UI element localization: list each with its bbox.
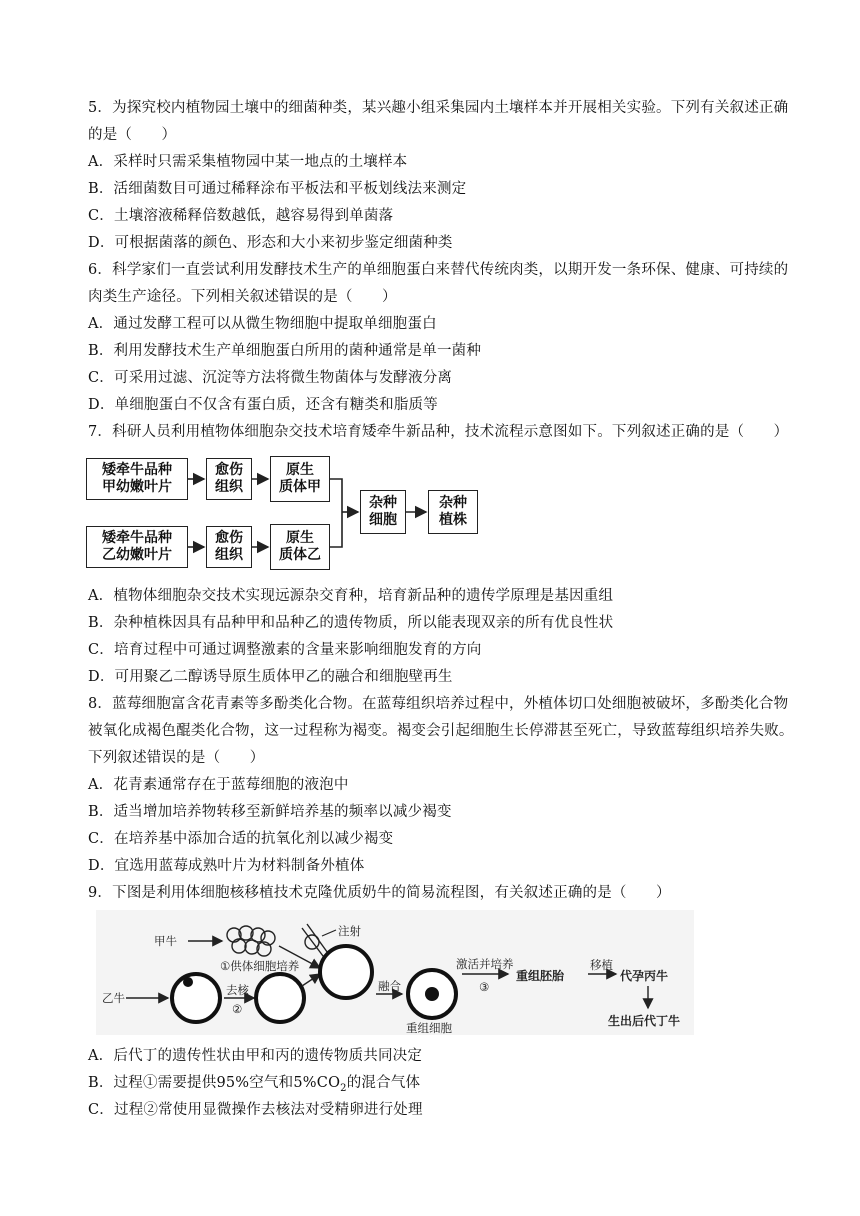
label-fuse: 融合 [378, 979, 401, 993]
q7-option-d: D．可用聚乙二醇诱导原生质体甲乙的融合和细胞壁再生 [88, 669, 453, 685]
q5-stem-line1: 5．为探究校内植物园土壤中的细菌种类，某兴趣小组采集园内土壤样本并开展相关实验。下列有关叙述正确 [88, 100, 789, 116]
q7-box-callus-a: 愈伤 组织 [206, 458, 252, 500]
label-step3: ③ [479, 980, 490, 994]
q6-option-a: A．通过发酵工程可以从微生物细胞中提取单细胞蛋白 [88, 316, 437, 332]
label-step2: ② [232, 1002, 243, 1016]
q6-stem-line2: 肉类生产途径。下列相关叙述错误的是（ ） [88, 289, 397, 305]
q5-stem-line2: 的是（ ） [88, 127, 177, 143]
donor-cell-cluster [227, 926, 275, 956]
q7-box-callus-b: 愈伤 组织 [206, 526, 252, 568]
q7-box-leaf-b: 矮牵牛品种 乙幼嫩叶片 [86, 526, 188, 568]
q8-option-c: C．在培养基中添加合适的抗氧化剂以减少褐变 [88, 831, 394, 847]
q8-stem-line1: 8．蓝莓细胞富含花青素等多酚类化合物。在蓝莓组织培养过程中，外植体切口处细胞被破坏，多酚类化合物 [88, 696, 789, 712]
label-surrogate: 代孕丙牛 [620, 969, 669, 983]
label-offspring: 生出后代丁牛 [608, 1014, 681, 1028]
q8-option-d: D．宜选用蓝莓成熟叶片为材料制备外植体 [88, 858, 365, 874]
q6-option-b: B．利用发酵技术生产单细胞蛋白所用的菌种通常是单一菌种 [88, 343, 482, 359]
q7-box-leaf-a: 矮牵牛品种 甲幼嫩叶片 [86, 458, 188, 500]
q7-stem-line1: 7．科研人员利用植物体细胞杂交技术培育矮牵牛新品种，技术流程示意图如下。下列叙述正确的是（ ） [88, 424, 789, 440]
q5-option-b: B．活细菌数目可通过稀释涂布平板法和平板划线法来测定 [88, 181, 467, 197]
q7-box-hybrid-plant: 杂种 植株 [428, 490, 478, 534]
label-recon-cell: 重组细胞 [406, 1021, 452, 1035]
q8-stem-line2: 被氧化成褐色醌类化合物，这一过程称为褐变。褐变会引起细胞生长停滞甚至死亡，导致蓝莓组织培养失败。 [88, 723, 794, 739]
q7-option-b: B．杂种植株因具有品种甲和品种乙的遗传物质，所以能表现双亲的所有优良性状 [88, 615, 614, 631]
co2-subscript: 2 [340, 1082, 347, 1094]
label-step1: ①供体细胞培养 [220, 959, 300, 973]
label-cow-b: 乙牛 [102, 991, 125, 1005]
q7-box-protoplast-a: 原生 质体甲 [270, 456, 330, 502]
q6-option-d: D．单细胞蛋白不仅含有蛋白质，还含有糖类和脂质等 [88, 397, 438, 413]
q9-option-b [88, 1073, 420, 1099]
q5-option-a: A．采样时只需采集植物园中某一地点的土壤样本 [88, 154, 408, 170]
label-recon-embryo: 重组胚胎 [516, 969, 565, 983]
q9-cloning-diagram [96, 910, 694, 1035]
q8-option-a: A．花青素通常存在于蓝莓细胞的液泡中 [88, 777, 349, 793]
q6-option-c: C．可采用过滤、沉淀等方法将微生物菌体与发酵液分离 [88, 370, 453, 386]
q7-option-a: A．植物体细胞杂交技术实现远源杂交育种，培育新品种的遗传学原理是基因重组 [88, 588, 614, 604]
q5-option-d: D．可根据菌落的颜色、形态和大小来初步鉴定细菌种类 [88, 235, 453, 251]
label-inject: 注射 [338, 924, 361, 938]
q6-stem-line1: 6．科学家们一直尝试利用发酵技术生产的单细胞蛋白来替代传统肉类，以期开发一条环保、健康、可持续的 [88, 262, 789, 278]
label-enucleate: 去核 [226, 983, 249, 997]
q7-option-c: C．培育过程中可通过调整激素的含量来影响细胞发育的方向 [88, 642, 482, 658]
q8-stem-line3: 下列叙述错误的是（ ） [88, 750, 265, 766]
label-activate: 激活并培养 [456, 957, 514, 971]
q9-stem-line1: 9．下图是利用体细胞核移植技术克隆优质奶牛的简易流程图，有关叙述正确的是（ ） [88, 885, 671, 901]
q7-box-hybrid-cell: 杂种 细胞 [360, 490, 406, 534]
q9-option-c: C．过程②常使用显微操作去核法对受精卵进行处理 [88, 1102, 423, 1118]
q5-option-c: C．土壤溶液稀释倍数越低，越容易得到单菌落 [88, 208, 394, 224]
q7-box-protoplast-b: 原生 质体乙 [270, 524, 330, 570]
label-transfer: 移植 [590, 958, 613, 972]
q9-option-b-tail: 的混合气体 [346, 1075, 421, 1091]
q8-option-b: B．适当增加培养物转移至新鲜培养基的频率以减少褐变 [88, 804, 452, 820]
label-cow-a: 甲牛 [154, 934, 177, 948]
q9-option-a: A．后代丁的遗传性状由甲和丙的遗传物质共同决定 [88, 1048, 423, 1064]
q7-flow-diagram [84, 450, 484, 574]
q9-option-b-text: B．过程①需要提供95%空气和5%CO [88, 1075, 341, 1091]
